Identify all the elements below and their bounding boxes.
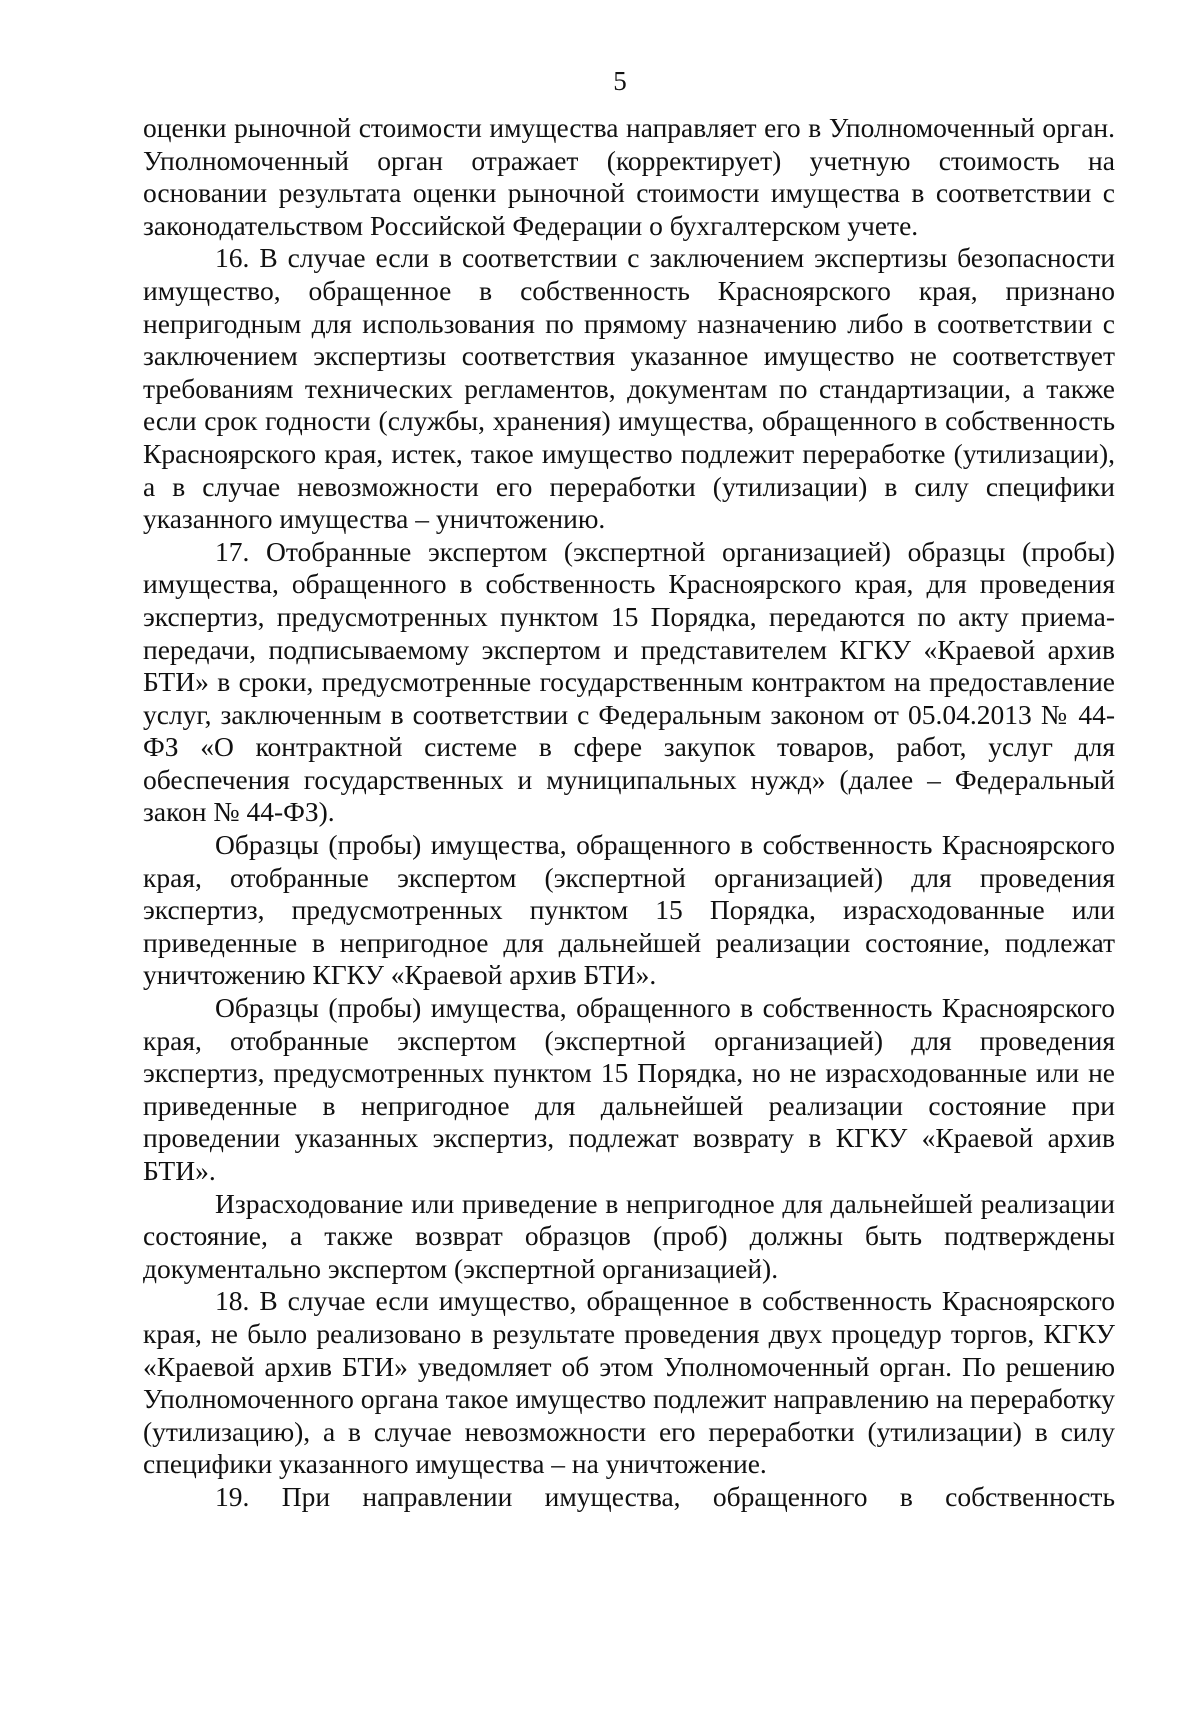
paragraph-16: 16. В случае если в соответствии с заключением экспертизы безопасности имущество, обращенное в собственность Красноярского края, признано непригодным для использования по прямому назначению либо в соответствии с заключением экспертизы соответствия указанное имущество не соответствует требованиям технических регламентов, документам по стандартизации, а также если срок годности (службы, хранения) имущества, обращенного в собственность Красноярского края, истек, такое имущество подлежит переработке (утилизации), а в случае невозможности его переработки (утилизации) в силу специфики указанного имущества – уничтожению. <box>143 242 1115 535</box>
paragraph-17-samples-returned: Образцы (пробы) имущества, обращенного в собственность Красноярского края, отобранные экспертом (экспертной организацией) для проведения экспертиз, предусмотренных пунктом 15 Порядка, но не израсходованные или не приведенные в непригодное для дальнейшей реализации состояние при проведении указанных экспертиз, подлежат возврату в КГКУ «Краевой архив БТИ». <box>143 992 1115 1186</box>
paragraph-17: 17. Отобранные экспертом (экспертной организацией) образцы (пробы) имущества, обращенного в собственность Красноярского края, для проведения экспертиз, предусмотренных пунктом 15 Порядка, передаются по акту приема-передачи, подписываемому экспертом и представителем КГКУ «Краевой архив БТИ» в сроки, предусмотренные государственным контрактом на предоставление услуг, заключенным в соответствии с Федеральным законом от 05.04.2013 № 44-ФЗ «О контрактной системе в сфере закупок товаров, работ, услуг для обеспечения государственных и муниципальных нужд» (далее – Федеральный закон № 44-ФЗ). <box>143 535 1115 828</box>
paragraph-18: 18. В случае если имущество, обращенное в собственность Красноярского края, не было реализовано в результате проведения двух процедур торгов, КГКУ «Краевой архив БТИ» уведомляет об этом Уполномоченный орган. По решению Уполномоченного органа такое имущество подлежит направлению на переработку (утилизацию), а в случае невозможности его переработки (утилизации) в силу специфики указанного имущества – на уничтожение. <box>143 1285 1115 1480</box>
paragraph-17-confirmation: Израсходование или приведение в непригодное для дальнейшей реализации состояние, а также возврат образцов (проб) должны быть подтверждены документально экспертом (экспертной организацией). <box>143 1187 1115 1284</box>
page-number: 5 <box>613 66 627 96</box>
paragraph-19-start: 19. При направлении имущества, обращенного в собственность <box>215 1480 1115 1512</box>
paragraph-17-samples-destroyed: Образцы (пробы) имущества, обращенного в собственность Красноярского края, отобранные экспертом (экспертной организацией) для проведения экспертиз, предусмотренных пунктом 15 Порядка, израсходованные или приведенные в непригодное для дальнейшей реализации состояние, подлежат уничтожению КГКУ «Краевой архив БТИ». <box>143 829 1115 991</box>
paragraph-15-continuation: оценки рыночной стоимости имущества направляет его в Уполномоченный орган. Уполномоченный орган отражает (корректирует) учетную стоимость на основании результата оценки рыночной стоимости имущества в соответствии с законодательством Российской Федерации о бухгалтерском учете. <box>143 112 1115 241</box>
document-body <box>143 112 1115 1514</box>
